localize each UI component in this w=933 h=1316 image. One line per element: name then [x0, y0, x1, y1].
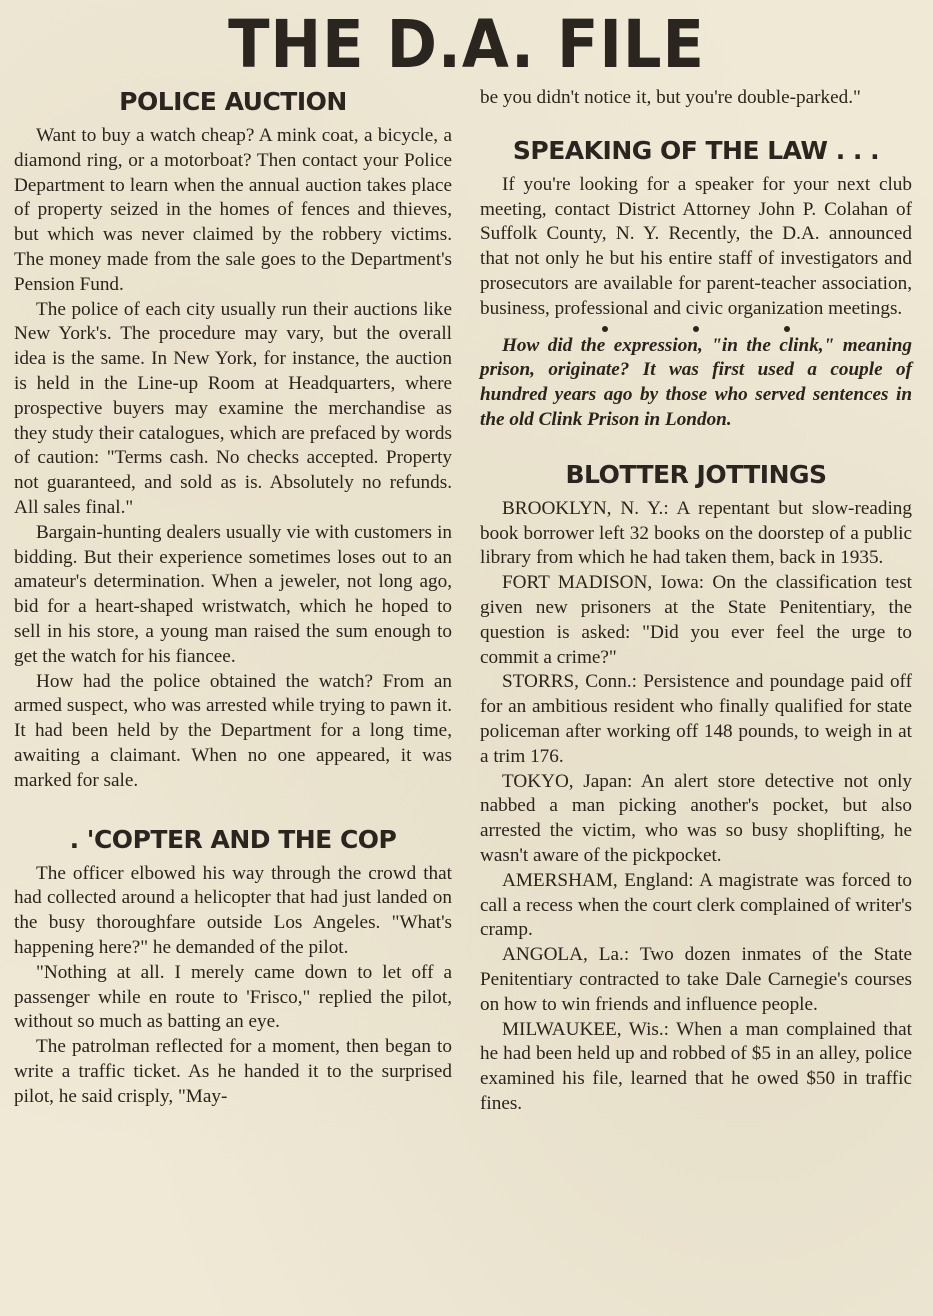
- heading-police-auction: POLICE AUCTION: [119, 87, 347, 116]
- heading-blotter: BLOTTER JOTTINGS: [565, 459, 827, 489]
- copter-paragraph: The officer elbowed his way through the crowd that had collected around a helicopter that had just landed on the busy thoroughfare outside Los Angeles. "What's happening here?" he demanded of the pilot.: [14, 862, 452, 958]
- article-speaking: [480, 135, 912, 433]
- copter-paragraph: The patrolman reflected for a moment, then began to write a traffic ticket. As he handed it to the surprised pilot, he said crisply, "May-: [14, 1036, 452, 1107]
- section-divider: [480, 322, 912, 334]
- divider-dot: [602, 326, 608, 332]
- masthead-title: THE D.A. FILE: [228, 6, 705, 83]
- copter-continuation: be you didn't notice it, but you're double-parked.": [480, 87, 861, 108]
- article-copter: [14, 824, 452, 1110]
- blotter-item: STORRS, Conn.: Persistence and poundage paid off for an ambitious resident who finally qualified for state policeman after working off 148 pounds, to weigh in at a trim 176.: [480, 671, 912, 767]
- police-auction-paragraph: The police of each city usually run their auctions like New York's. The procedure may vary, but the overall idea is the same. In New York, for instance, the auction is held in the Line-up Room at Headquarters, where prospective buyers may examine the merchandise as they study their catalogues, which are prefaced by words of caution: "Terms cash. No checks accepted. Property not guaranteed, and sold as is. Absolutely no refunds. All sales final.": [14, 298, 452, 518]
- heading-copter: . 'COPTER AND THE COP: [69, 824, 397, 854]
- blotter-item: MILWAUKEE, Wis.: When a man complained that he had been held up and robbed of $5 in an alley, police examined his file, learned that he owed $50 in traffic fines.: [480, 1018, 912, 1114]
- right-column: [480, 86, 912, 1117]
- heading-speaking: SPEAKING OF THE LAW . . .: [512, 135, 880, 165]
- blotter-item: BROOKLYN, N. Y.: A repentant but slow-reading book borrower left 32 books on the doorstep of a public library from which he had taken them, back in 1935.: [480, 497, 912, 569]
- divider-dot: [693, 326, 699, 332]
- blotter-item: AMERSHAM, England: A magistrate was forced to call a recess when the court clerk complained of writer's cramp.: [480, 869, 912, 941]
- article-police-auction: [14, 86, 452, 794]
- copter-paragraph: "Nothing at all. I merely came down to let off a passenger while en route to 'Frisco," replied the pilot, without so much as batting an eye.: [14, 961, 452, 1033]
- police-auction-paragraph: How had the police obtained the watch? From an armed suspect, who was arrested while trying to pawn it. It had been held by the Department for a long time, awaiting a claimant. When no one appeared, it was marked for sale.: [14, 670, 452, 791]
- divider-dot: [784, 326, 790, 332]
- left-column: [14, 86, 452, 1109]
- clink-trivia: How did the expression, "in the clink," meaning prison, originate? It was first used a couple of hundred years ago by those who served sentences in the old Clink Prison in London.: [480, 334, 912, 430]
- article-blotter: [480, 459, 912, 1117]
- police-auction-paragraph: Want to buy a watch cheap? A mink coat, a bicycle, a diamond ring, or a motorboat? Then contact your Police Department to learn when the annual auction takes place of property seized in the homes of fences and thieves, but which was never claimed by the robbery victims. The money made from the sale goes to the Department's Pension Fund.: [14, 125, 452, 295]
- blotter-item: TOKYO, Japan: An alert store detective not only nabbed a man picking another's pocket, but also arrested the victim, who was so busy shoplifting, he wasn't aware of the pickpocket.: [480, 770, 912, 866]
- police-auction-paragraph: Bargain-hunting dealers usually vie with customers in bidding. But their experience sometimes loses out to an amateur's determination. When a jeweler, not long ago, bid for a heart-shaped wristwatch, which he hoped to sell in his store, a young man raised the sum enough to get the watch for his fiancee.: [14, 521, 452, 667]
- blotter-item: FORT MADISON, Iowa: On the classification test given new prisoners at the State Penitentiary, the question is asked: "Did you ever feel the urge to commit a crime?": [480, 572, 912, 668]
- speaking-paragraph: If you're looking for a speaker for your next club meeting, contact District Attorney John P. Colahan of Suffolk County, N. Y. Recently, the D.A. announced that not only he but his entire staff of investigators and prosecutors are available for parent-teacher association, business, professional and civic organization meetings.: [480, 173, 912, 319]
- blotter-item: ANGOLA, La.: Two dozen inmates of the State Penitentiary contracted to take Dale Carnegie's courses on how to win friends and influence people.: [480, 944, 912, 1015]
